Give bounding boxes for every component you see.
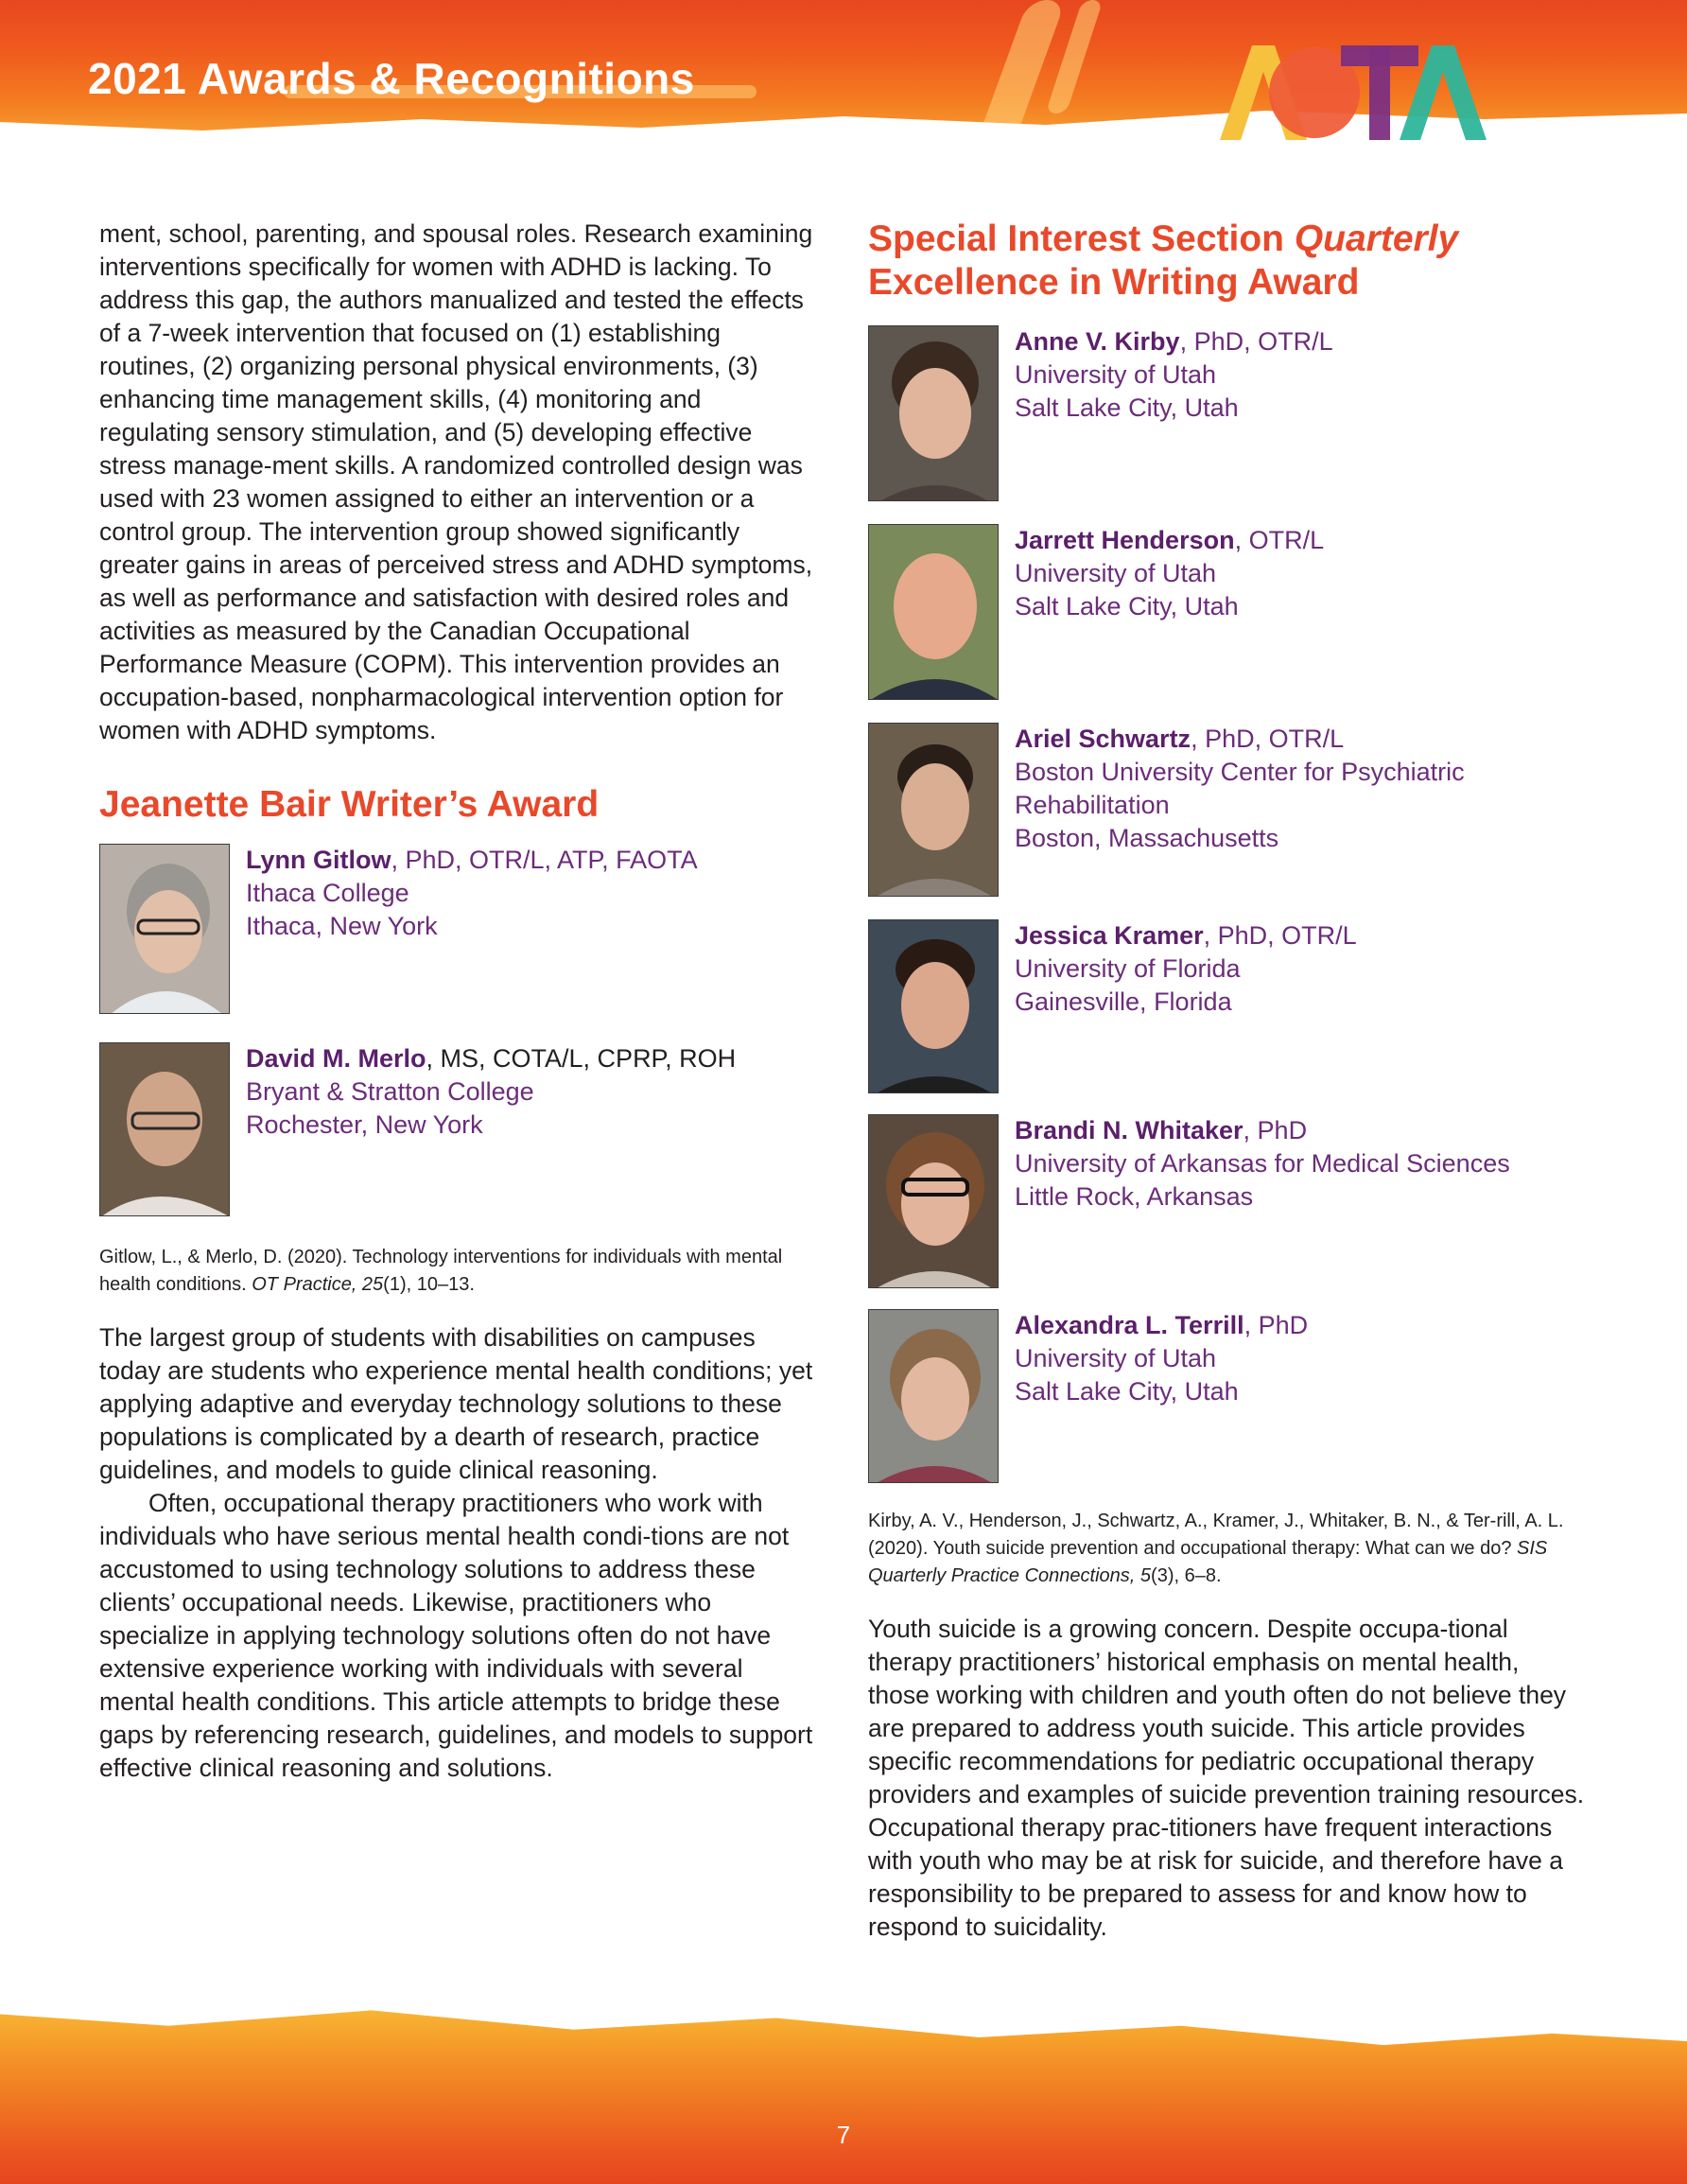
portrait-photo bbox=[868, 325, 999, 501]
recipient-card bbox=[868, 723, 1587, 919]
portrait-photo bbox=[868, 524, 999, 700]
portrait-photo bbox=[868, 723, 999, 897]
intro-paragraph: ment, school, parenting, and spousal roles. Research examining interventions specifically for women with ADHD is lacking. To address this gap, the authors manualized and tested the effects of a 7-week intervention that focused on (1) establishing routines, (2) organizing personal physical environments, (3) enhancing time management skills, (4) monitoring and regulating sensory stimulation, and (5) developing effective stress manage-ment skills. A randomized controlled design was used with 23 women assigned to either an intervention or a control group. The intervention group showed significantly greater gains in areas of perceived stress and ADHD symptoms, as well as performance and satisfaction with desired roles and activities as measured by the Canadian Occupational Performance Measure (COPM). This intervention provides an occupation-based, nonpharmacological intervention option for women with ADHD symptoms. bbox=[99, 219, 813, 744]
aota-logo bbox=[1220, 38, 1494, 142]
jeanette-bair-award-heading: Jeanette Bair Writer’s Award bbox=[99, 784, 600, 825]
recipient-card bbox=[99, 844, 818, 1042]
recipient-card bbox=[868, 524, 1587, 723]
recipient-info: Jessica Kramer, PhD, OTR/L University of Florida Gainesville, Florida bbox=[1015, 921, 1357, 1016]
portrait-photo bbox=[99, 844, 230, 1014]
recipient-info: David M. Merlo, MS, COTA/L, CPRP, ROH Bryant & Stratton College Rochester, New York bbox=[246, 1044, 737, 1139]
recipient-info: Anne V. Kirby, PhD, OTR/L University of Utah Salt Lake City, Utah bbox=[1015, 327, 1333, 422]
recipient-info: Jarrett Henderson, OTR/L University of Utah Salt Lake City, Utah bbox=[1015, 526, 1325, 620]
citation-kirby-et-al: Kirby, A. V., Henderson, J., Schwartz, A., Kramer, J., Whitaker, B. N., & Ter-rill, A. L. (2020). Youth suicide prevention and occupational therapy: What can we do? SIS Quarterly Practice Connections, 5(3), 6–8. bbox=[868, 1511, 1564, 1586]
recipient-card bbox=[868, 325, 1587, 524]
recipient-info: Alexandra L. Terrill, PhD University of Utah Salt Lake City, Utah bbox=[1015, 1311, 1309, 1406]
page-header-title: 2021 Awards & Recognitions bbox=[88, 54, 695, 103]
portrait-photo bbox=[99, 1042, 230, 1216]
right-column bbox=[868, 218, 1587, 1944]
portrait-photo bbox=[868, 1309, 999, 1483]
sis-quarterly-recipients bbox=[868, 325, 1587, 1508]
left-column bbox=[99, 218, 818, 1785]
recipient-info: Brandi N. Whitaker, PhD University of Arkansas for Medical Sciences Little Rock, Arkansas bbox=[1015, 1116, 1510, 1211]
jeanette-bair-recipients bbox=[99, 844, 818, 1236]
portrait-photo bbox=[868, 1114, 999, 1288]
portrait-photo bbox=[868, 919, 999, 1093]
recipient-card bbox=[99, 1042, 818, 1236]
recipient-card bbox=[868, 1114, 1587, 1309]
recipient-card bbox=[868, 919, 1587, 1114]
body-paragraph: Youth suicide is a growing concern. Despite occupa-tional therapy practitioners’ historical emphasis on mental health, those working with children and youth often do not believe they are prepared to address youth suicide. This article provides specific recommendations for pediatric occupational therapy providers and examples of suicide prevention training resources. Occupational therapy prac-titioners have frequent interactions with youth who may be at risk for suicide, and therefore have a responsibility to be prepared to assess for and know how to respond to suicidality. bbox=[868, 1615, 1585, 1941]
page-number: 7 bbox=[836, 2121, 851, 2149]
footer-banner bbox=[0, 1991, 1687, 2184]
recipient-info: Lynn Gitlow, PhD, OTR/L, ATP, FAOTA Ithaca College Ithaca, New York bbox=[246, 846, 698, 940]
recipient-info: Ariel Schwartz, PhD, OTR/L Boston University Center for Psychiatric Rehabilitation Boston, Massachusetts bbox=[1015, 725, 1465, 852]
body-paragraph: Often, occupational therapy practitioners who work with individuals who have serious mental health condi-tions are not accustomed to using technology solutions to address these clients’ occupational needs. Likewise, practitioners who specialize in applying technology solutions often do not have extensive experience working with individuals with several mental health conditions. This article attempts to bridge these gaps by referencing research, guidelines, and models to support effective clinical reasoning and solutions. bbox=[99, 1489, 813, 1782]
citation-gitlow-merlo: Gitlow, L., & Merlo, D. (2020). Technology interventions for individuals with mental health conditions. OT Practice, 25(1), 10–13. bbox=[99, 1247, 783, 1295]
recipient-card bbox=[868, 1309, 1587, 1508]
body-paragraph: The largest group of students with disabilities on campuses today are students who experience mental health conditions; yet applying adaptive and everyday technology solutions to these populations is complicated by a dearth of research, practice guidelines, and models to guide clinical reasoning. bbox=[99, 1323, 813, 1484]
sis-quarterly-award-heading: Special Interest Section Quarterly Excellence in Writing Award bbox=[868, 218, 1459, 303]
